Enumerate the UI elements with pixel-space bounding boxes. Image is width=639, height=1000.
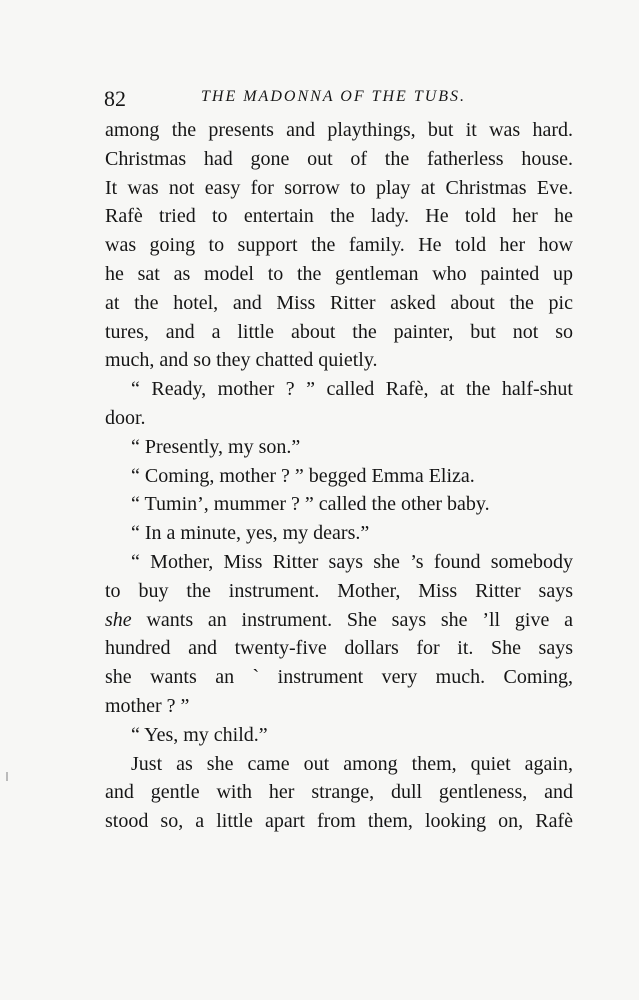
- text-line: stood so, a little apart from them, looking on, Rafè: [105, 810, 573, 833]
- running-head: [103, 86, 573, 116]
- text-line: she wants an ` instrument very much. Coming,: [105, 666, 573, 689]
- text-line: “ Tumin’, mummer ? ” called the other baby.: [131, 493, 490, 516]
- text-line: It was not easy for sorrow to play at Christmas Eve.: [105, 176, 573, 199]
- paper-speck: [6, 772, 8, 781]
- text-line: tures, and a little about the painter, but not so: [105, 320, 573, 343]
- text-line: “ In a minute, yes, my dears.”: [131, 522, 370, 545]
- body-text: [105, 116, 573, 836]
- text-line: “ Presently, my son.”: [131, 435, 301, 458]
- text-line: he sat as model to the gentleman who painted up: [105, 262, 573, 285]
- text-line: mother ? ”: [105, 694, 190, 717]
- text-line: at the hotel, and Miss Ritter asked about the pic: [105, 291, 573, 314]
- text-line: “ Ready, mother ? ” called Rafè, at the half-shut: [131, 378, 573, 401]
- running-title: THE MADONNA OF THE TUBS.: [201, 88, 467, 105]
- text-line: Just as she came out among them, quiet again,: [131, 752, 573, 775]
- text-line: to buy the instrument. Mother, Miss Ritter says: [105, 579, 573, 602]
- text-line: much, and so they chatted quietly.: [105, 349, 378, 372]
- italic-word: she: [105, 608, 132, 631]
- text-line: among the presents and playthings, but it was hard.: [105, 119, 573, 141]
- text-line: and gentle with her strange, dull gentleness, and: [105, 781, 573, 804]
- text-line: door.: [105, 406, 146, 429]
- text-line: Christmas had gone out of the fatherless house.: [105, 147, 573, 170]
- text-line: “ Coming, mother ? ” begged Emma Eliza.: [131, 464, 475, 487]
- text-line: she wants an instrument. She says she ’ll give a: [105, 608, 573, 631]
- text-line: “ Yes, my child.”: [131, 723, 268, 746]
- text-line: “ Mother, Miss Ritter says she ’s found somebody: [131, 550, 573, 573]
- text-line: hundred and twenty-five dollars for it. She says: [105, 637, 573, 660]
- page-number: 82: [104, 86, 126, 111]
- text-line: Rafè tried to entertain the lady. He told her he: [105, 205, 573, 228]
- text-line: was going to support the family. He told her how: [105, 234, 573, 257]
